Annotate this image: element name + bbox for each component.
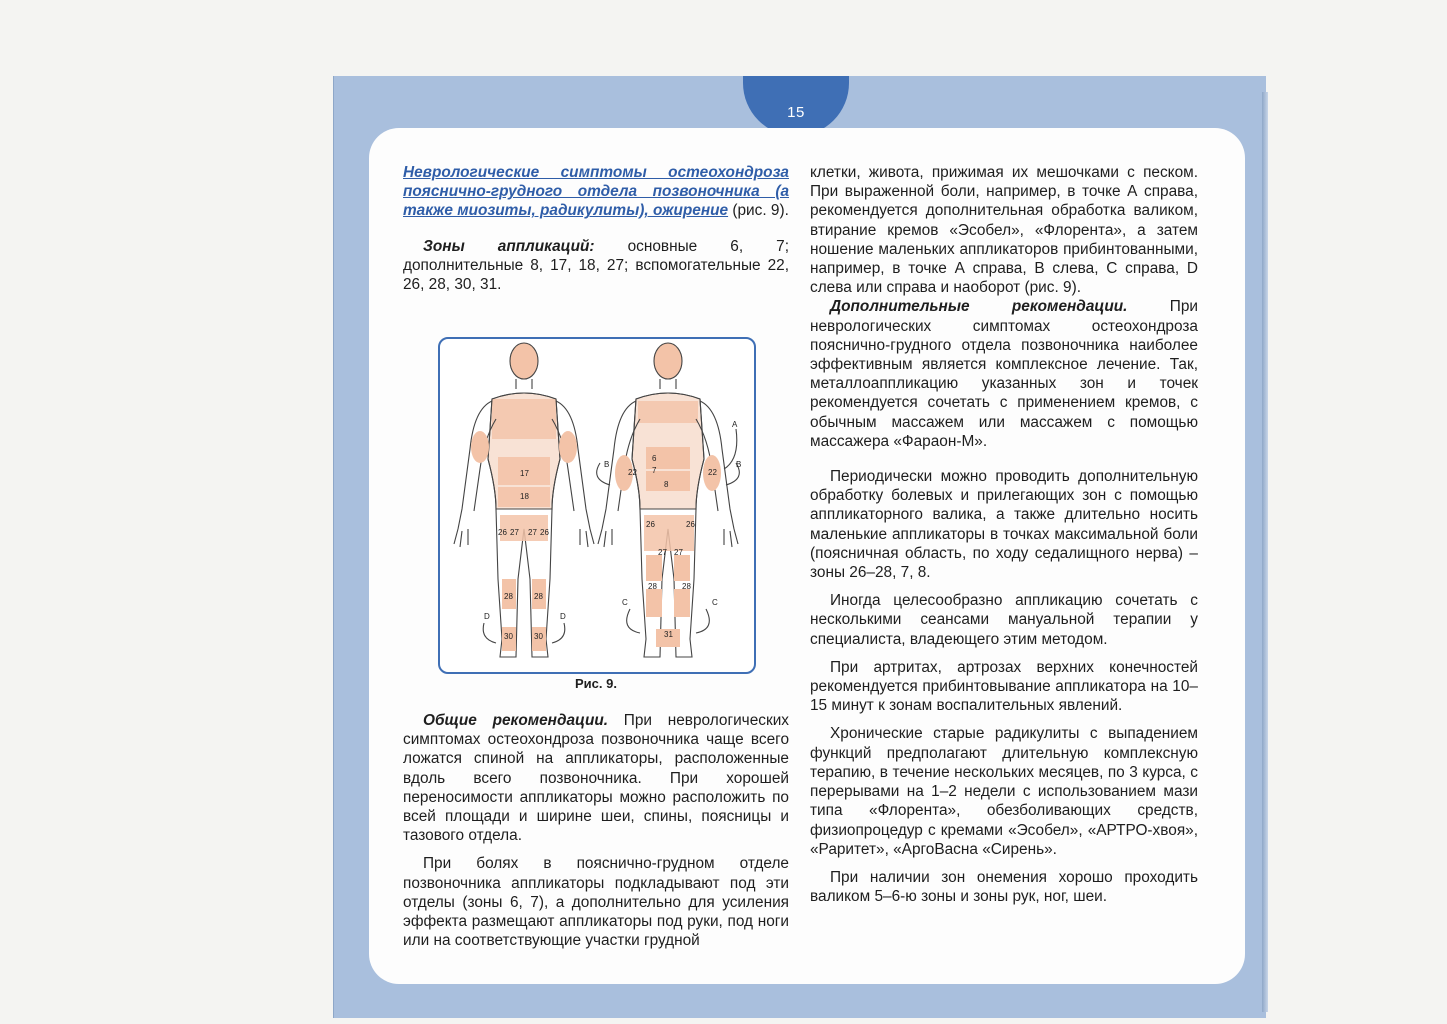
- back-label: 22: [708, 468, 717, 477]
- front-label: 27: [528, 528, 537, 537]
- front-label: 30: [504, 632, 513, 641]
- right-paragraph-7: При наличии зон онемения хорошо проходить валиком 5–6-ю зоны и зоны рук, ног, шеи.: [810, 868, 1198, 906]
- back-label: 26: [646, 520, 655, 529]
- front-label: 28: [534, 592, 543, 601]
- extra-lead: Дополнительные рекомендации.: [830, 298, 1128, 316]
- left-column: [403, 163, 789, 294]
- general-paragraph: [403, 711, 789, 845]
- right-paragraph-3: Периодически можно проводить дополнительную обработку болевых и прилегающих зон с помощью аппликаторного валика, а также длительно носить маленькие аппликаторы в точках максимальной боли (поясничная область, по ходу седалищного нерва) – зоны 26–28, 7, 8.: [810, 468, 1198, 582]
- section-heading-title: Неврологические симптомы остеохондроза пояснично-грудного отдела позвоночника (а также миозиты, радикулиты), ожирение: [403, 164, 789, 220]
- back-label: 6: [652, 454, 657, 463]
- back-label: 31: [664, 630, 673, 639]
- front-label: 30: [534, 632, 543, 641]
- extra-text: При неврологических симптомах остеохондроза пояснично-грудного отдела позвоночника наиболее эффективным является комплексное лечение. Так, металлоаппликацию указанных зон и точек рекомендуется сочетать с применением кремов, с обычным массажем или массажем с помощью массажера «Фараон-М».: [810, 298, 1198, 450]
- zones-lead: Зоны аппликаций:: [423, 237, 595, 255]
- right-paragraph-6: Хронические старые радикулиты с выпадением функций предполагают длительную комплексную терапию, в течение нескольких месяцев, по 3 курса, с перерывами на 1–2 недели с использованием мази типа «Флорента», обезболивающих средств, физиопроцедур с кремами «Эсобел», «АРТРО-хвоя», «Раритет», «АргоВасна «Сирень».: [810, 725, 1198, 858]
- section-heading-ref: (рис. 9).: [728, 202, 789, 220]
- section-heading: [403, 163, 789, 221]
- left-column-bottom: [403, 711, 789, 950]
- figure-caption: Рис. 9.: [575, 676, 617, 691]
- front-label: 26: [540, 528, 549, 537]
- back-label: 26: [686, 520, 695, 529]
- back-label: 22: [628, 468, 637, 477]
- back-label: C: [622, 598, 628, 607]
- back-label: 27: [674, 548, 683, 557]
- back-label: B: [736, 460, 742, 469]
- zones-paragraph: [403, 237, 789, 295]
- front-label: D: [560, 612, 566, 621]
- front-label: D: [484, 612, 490, 621]
- general-lead: Общие рекомендации.: [423, 712, 609, 729]
- extra-paragraph: [810, 297, 1198, 451]
- back-label: 27: [658, 548, 667, 557]
- front-label: 18: [520, 492, 529, 501]
- back-label: 7: [652, 466, 657, 475]
- back-label: B: [604, 460, 610, 469]
- page-number: 15: [787, 104, 805, 121]
- right-paragraph-5: При артритах, артрозах верхних конечностей рекомендуется прибинтовывание аппликатора на 10–15 минут к зонам воспалительных явлений.: [810, 658, 1198, 715]
- right-paragraph-4: Иногда целесообразно аппликацию сочетать с несколькими сеансами мануальной терапии у специалиста, владеющего этим методом.: [810, 592, 1198, 648]
- right-paragraph-1: клетки, живота, прижимая их мешочками с песком. При выраженной боли, например, в точке А справа, рекомендуется дополнительная обработка валиком, втирание кремов «Эсобел», «Флорента», а затем ношение маленьких аппликаторов прибинтованными, например, в точке А справа, В слева, С справа, D слева или справа и наоборот (рис. 9).: [810, 164, 1198, 297]
- page-edge: [1262, 92, 1268, 1012]
- body-diagram: [440, 339, 754, 672]
- figure-body-zones: [438, 337, 756, 674]
- right-column: [810, 163, 1198, 906]
- back-label: A: [732, 420, 738, 429]
- back-label: C: [712, 598, 718, 607]
- general-text: При неврологических симптомах остеохондроза позвоночника чаще всего ложатся спиной на аппликаторы, расположенные вдоль всего позвоночника. При хорошей переносимости аппликаторы можно расположить по всей площади и ширине шеи, спины, поясницы и тазового отдела.: [403, 712, 789, 845]
- back-label: 28: [648, 582, 657, 591]
- zones-text: основные 6, 7; дополнительные 8, 17, 18, 27; вспомогательные 22, 26, 28, 30, 31.: [403, 237, 789, 294]
- front-label: 26: [498, 528, 507, 537]
- front-label: 27: [510, 528, 519, 537]
- front-label: 28: [504, 592, 513, 601]
- back-figure: [597, 343, 740, 657]
- pain-paragraph: При болях в пояснично-грудном отделе позвоночника аппликаторы подкладывают под эти отделы (зоны 6, 7), а дополнительно для усиления эффекта размещают аппликаторы под руки, под ноги или на соответствующие участки грудной: [403, 855, 789, 950]
- front-label: 17: [520, 469, 529, 478]
- back-label: 28: [682, 582, 691, 591]
- back-label: 8: [664, 480, 669, 489]
